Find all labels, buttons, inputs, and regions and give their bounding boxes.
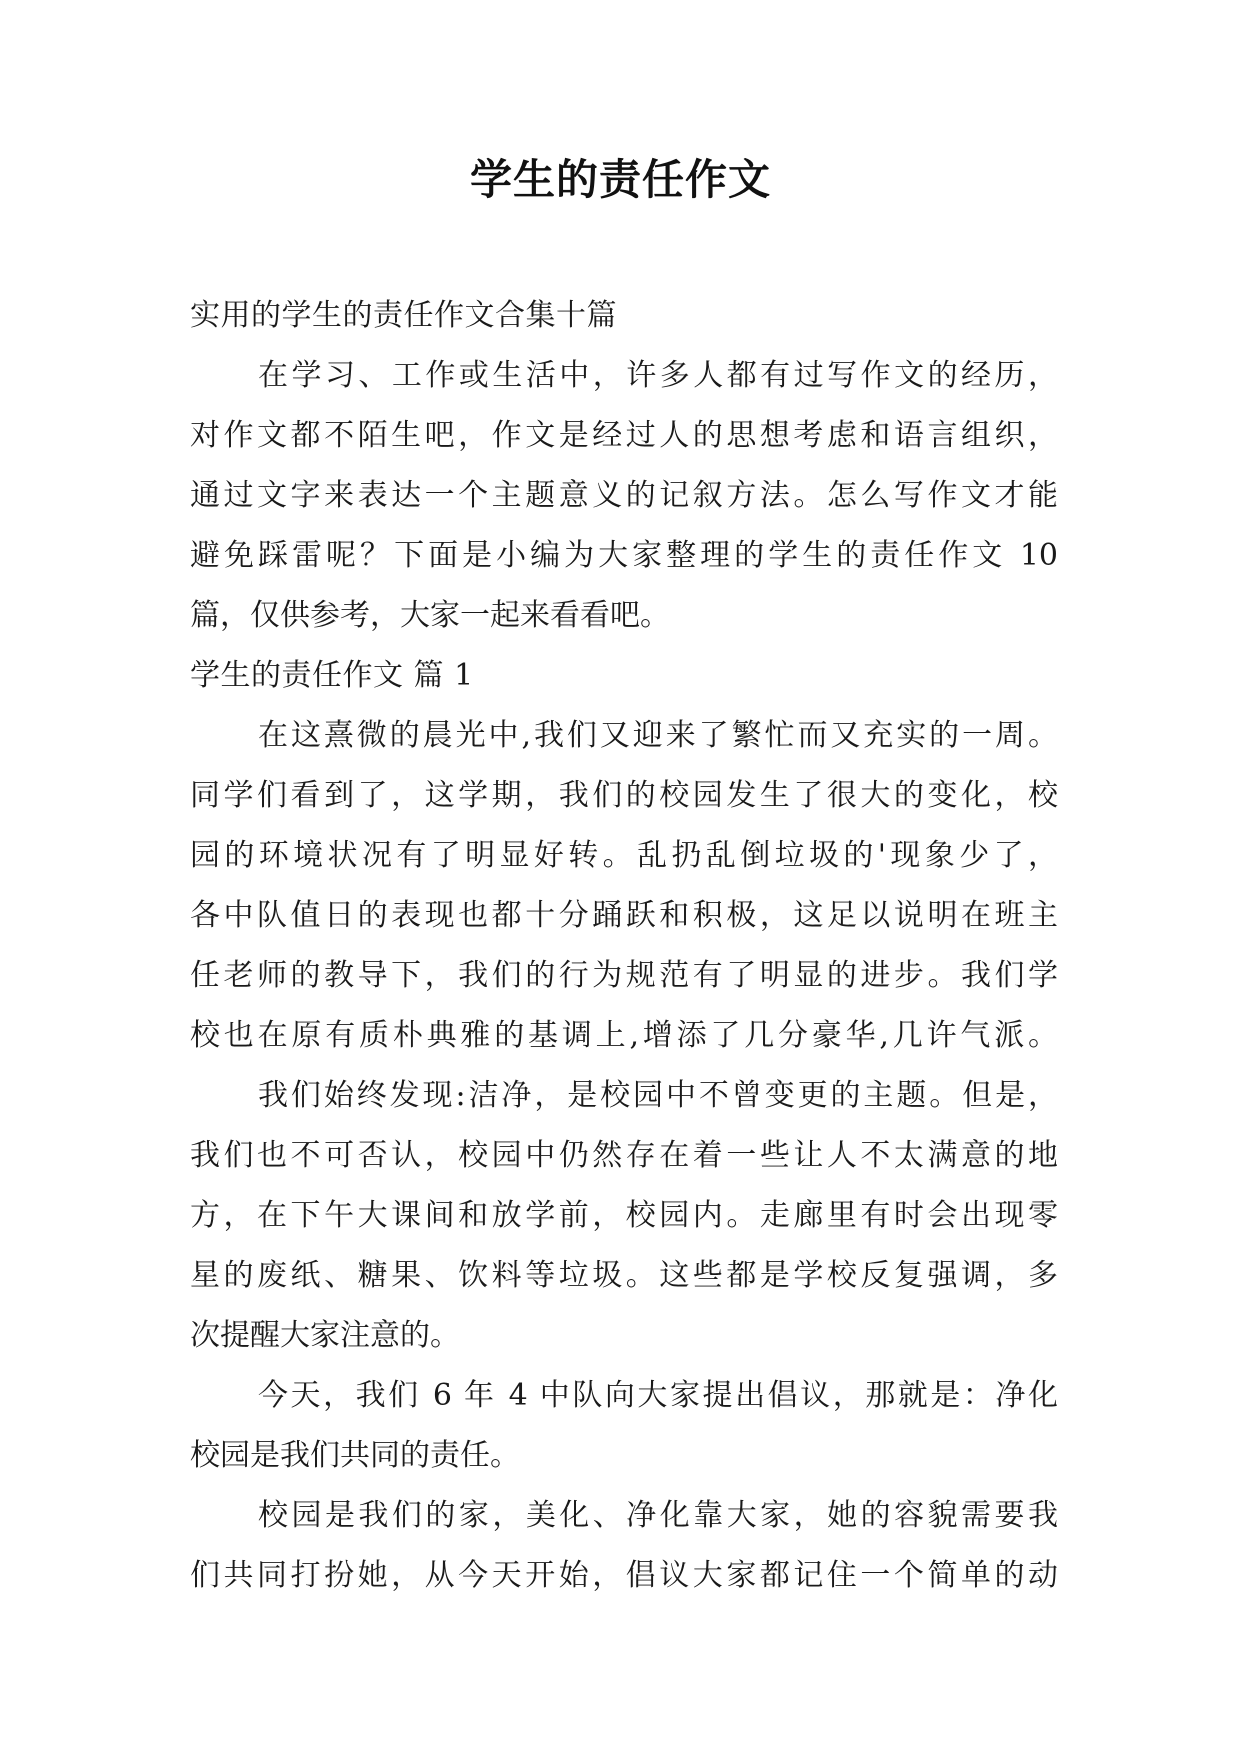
- body-paragraph-4: [190, 1486, 1058, 1606]
- paragraph-line: 各中队值日的表现也都十分踊跃和积极，这足以说明在班主: [190, 898, 1058, 933]
- paragraph-line: 在学习、工作或生活中，许多人都有过写作文的经历，: [258, 358, 1058, 393]
- document-body: [190, 286, 1058, 1606]
- paragraph-line: 校园是我们共同的责任。: [190, 1438, 520, 1473]
- paragraph-line: 对作文都不陌生吧，作文是经过人的思想考虑和语言组织，: [190, 418, 1058, 453]
- paragraph-line: 次提醒大家注意的。: [190, 1318, 460, 1353]
- paragraph-line: 同学们看到了，这学期，我们的校园发生了很大的变化，校: [190, 778, 1058, 813]
- paragraph-line: 们共同打扮她，从今天开始，倡议大家都记住一个简单的动: [190, 1558, 1058, 1593]
- paragraph-line: 校也在原有质朴典雅的基调上,增添了几分豪华,几许气派。: [190, 1018, 1058, 1053]
- body-paragraph-2: [190, 1066, 1058, 1366]
- paragraph-line: 避免踩雷呢？下面是小编为大家整理的学生的责任作文 10: [190, 538, 1058, 573]
- paragraph-line: 通过文字来表达一个主题意义的记叙方法。怎么写作文才能: [190, 478, 1058, 513]
- paragraph-line: 任老师的教导下，我们的行为规范有了明显的进步。我们学: [190, 958, 1058, 993]
- paragraph-line: 今天，我们 6 年 4 中队向大家提出倡议，那就是：净化: [258, 1378, 1058, 1413]
- document-title: 学生的责任作文: [469, 155, 771, 204]
- section-heading: 学生的责任作文 篇 1: [190, 658, 474, 693]
- paragraph-line: 园的环境状况有了明显好转。乱扔乱倒垃圾的'现象少了，: [190, 838, 1058, 873]
- paragraph-line: 校园是我们的家，美化、净化靠大家，她的容貌需要我: [258, 1498, 1058, 1533]
- paragraph-line: 我们也不可否认，校园中仍然存在着一些让人不太满意的地: [190, 1138, 1058, 1173]
- document-subtitle: 实用的学生的责任作文合集十篇: [190, 298, 617, 333]
- paragraph-line: 方，在下午大课间和放学前，校园内。走廊里有时会出现零: [190, 1198, 1058, 1233]
- paragraph-line: 在这熹微的晨光中,我们又迎来了繁忙而又充实的一周。: [258, 718, 1058, 753]
- body-paragraph-3: [190, 1366, 1058, 1486]
- paragraph-line: 我们始终发现:洁净，是校园中不曾变更的主题。但是，: [258, 1078, 1058, 1113]
- intro-paragraph: [190, 346, 1058, 646]
- paragraph-line: 篇，仅供参考，大家一起来看看吧。: [190, 598, 670, 633]
- body-paragraph-1: [190, 706, 1058, 1066]
- paragraph-line: 星的废纸、糖果、饮料等垃圾。这些都是学校反复强调，多: [190, 1258, 1058, 1293]
